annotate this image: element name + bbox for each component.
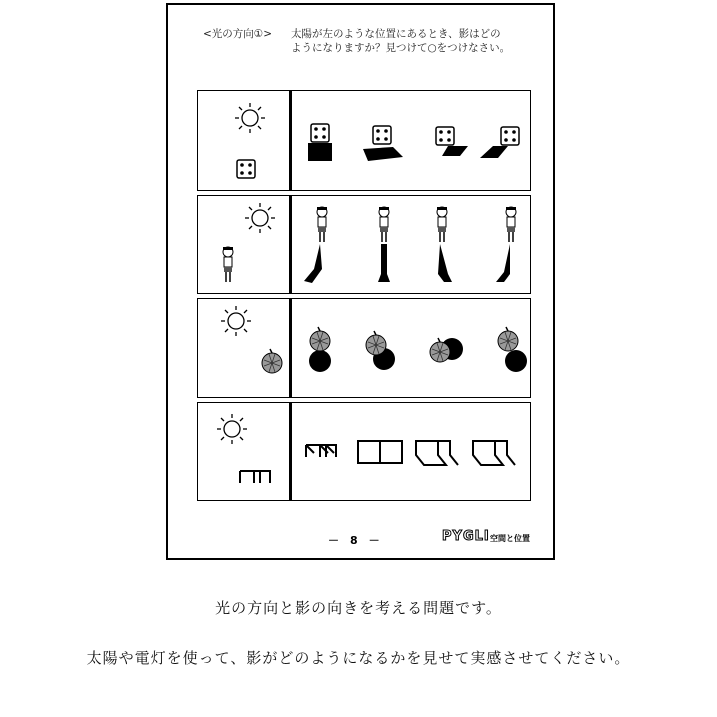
answer-choice-1[interactable] [308, 124, 332, 161]
caption-line-1: 光の方向と影の向きを考える問題です。 [215, 599, 502, 617]
answer-choice-2[interactable] [358, 441, 402, 463]
answer-choice-1[interactable] [304, 207, 327, 283]
publisher-logo: PYGLI [442, 529, 490, 544]
answer-choice-1[interactable] [306, 445, 336, 457]
answer-choice-3[interactable] [430, 338, 463, 362]
answer-choice-2[interactable] [363, 126, 403, 161]
dice-icon [237, 160, 255, 178]
question-row-dice [197, 90, 531, 191]
girl-illustrations [198, 196, 532, 295]
sun-icon [235, 103, 265, 133]
dice-illustrations [198, 91, 532, 192]
sun-icon [245, 203, 275, 233]
answer-choice-3[interactable] [416, 441, 458, 465]
answer-choice-4[interactable] [496, 207, 516, 282]
question-row-bars [197, 402, 531, 501]
answer-choice-4[interactable] [498, 327, 527, 372]
bars-icon [240, 471, 270, 483]
question-line-1: 太陽が左のような位置にあるとき、影はどの [291, 28, 501, 40]
heading: <光の方向①> [203, 28, 273, 40]
answer-choice-1[interactable] [309, 327, 331, 372]
sun-icon [221, 306, 251, 336]
girl-icon [223, 247, 233, 282]
section-label: 空間と位置 [490, 534, 530, 543]
melon-illustrations [198, 299, 532, 399]
question-line-2: ようになりますか？見つけて○をつけなさい。 [291, 42, 511, 54]
answer-choice-4[interactable] [480, 127, 519, 158]
answer-choice-4[interactable] [473, 441, 515, 465]
question-row-girl [197, 195, 531, 294]
answer-choice-3[interactable] [436, 127, 468, 156]
caption-line-2: 太陽や電灯を使って、影がどのようになるかを見せて実感させてください。 [86, 649, 631, 667]
answer-choice-2[interactable] [366, 331, 395, 370]
bars-illustrations [198, 403, 532, 502]
question-row-melon [197, 298, 531, 398]
melon-icon [262, 349, 282, 373]
answer-choice-3[interactable] [437, 207, 452, 282]
answer-choice-2[interactable] [378, 207, 390, 282]
sun-icon [217, 414, 247, 444]
page-number: － 8 － [328, 534, 380, 547]
worksheet-title [203, 27, 511, 54]
